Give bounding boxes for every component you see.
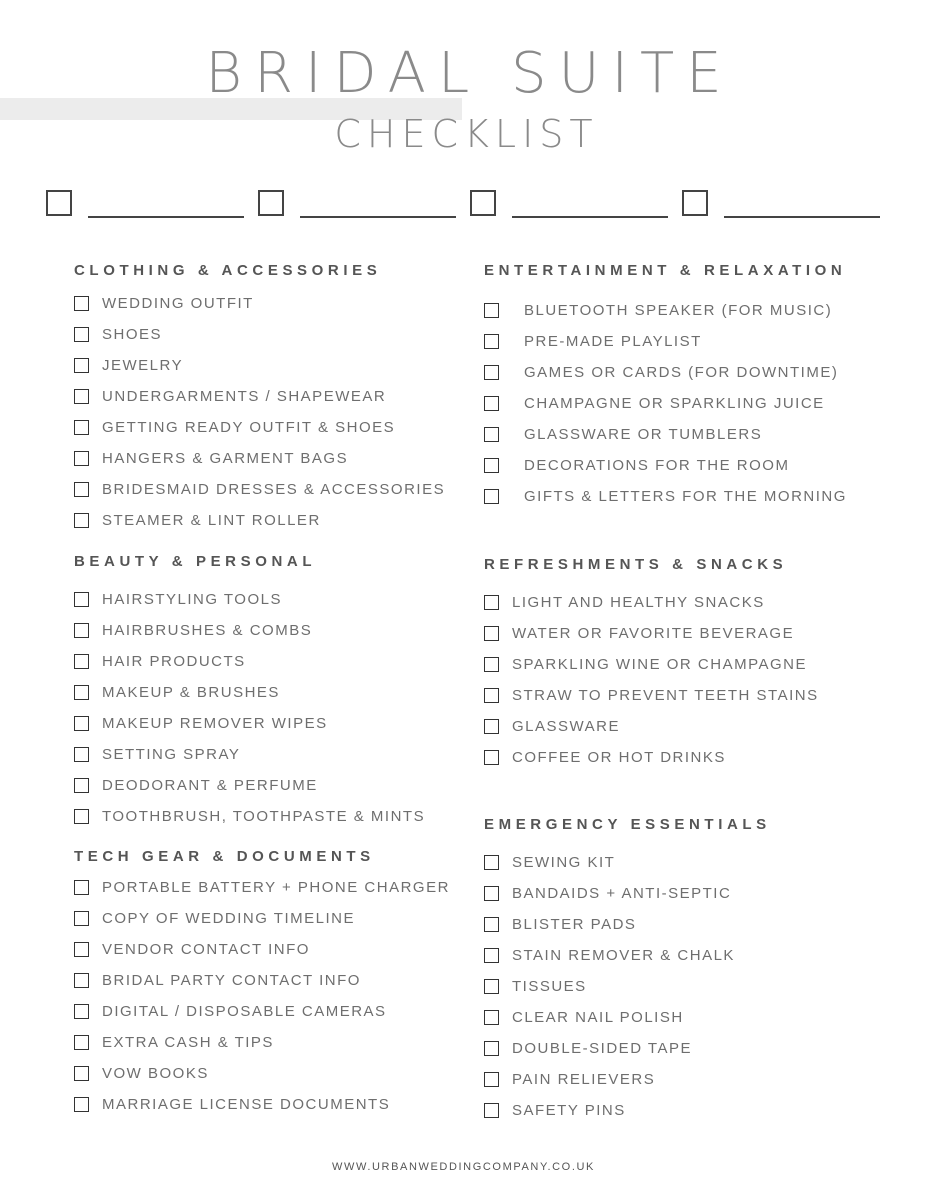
checklist-item[interactable] (74, 388, 387, 420)
checkbox[interactable] (484, 489, 499, 504)
checklist-item[interactable] (484, 750, 787, 781)
name-line[interactable] (724, 216, 880, 218)
checklist (74, 879, 450, 1128)
name-checkbox[interactable] (46, 190, 72, 216)
page-subtitle: CHECKLIST (334, 112, 599, 156)
item-label: GLASSWARE OR TUMBLERS (524, 426, 763, 443)
checkbox[interactable] (74, 778, 89, 793)
section-tech (74, 848, 450, 1128)
checkbox[interactable] (484, 917, 499, 932)
checklist-item[interactable] (74, 358, 381, 389)
checklist-item[interactable] (484, 458, 846, 489)
item-label: JEWELRY (102, 357, 184, 374)
checkbox[interactable] (484, 427, 499, 442)
checkbox[interactable] (484, 334, 499, 349)
checklist (484, 303, 846, 520)
checkbox[interactable] (484, 719, 499, 734)
name-line[interactable] (88, 216, 244, 218)
item-label: DECORATIONS FOR THE ROOM (524, 457, 790, 474)
checklist-item[interactable] (484, 1103, 771, 1134)
item-label: MAKEUP & BRUSHES (102, 684, 280, 701)
checkbox[interactable] (74, 809, 89, 824)
section-heading: TECH GEAR & DOCUMENTS (74, 848, 375, 865)
item-label: MARRIAGE LICENSE DOCUMENTS (102, 1096, 391, 1113)
checkbox[interactable] (484, 886, 499, 901)
section-entertainment (484, 262, 846, 520)
checklist-item[interactable] (74, 715, 328, 747)
section-heading: CLOTHING & ACCESSORIES (74, 262, 382, 279)
item-label: STRAW TO PREVENT TEETH STAINS (512, 687, 819, 704)
item-label: VENDOR CONTACT INFO (102, 941, 310, 958)
checkbox[interactable] (484, 303, 499, 318)
checkbox[interactable] (74, 747, 89, 762)
checkbox[interactable] (74, 716, 89, 731)
checklist-item[interactable] (484, 595, 787, 626)
checkbox[interactable] (74, 911, 89, 926)
item-label: VOW BOOKS (102, 1065, 209, 1082)
item-label: HAIRBRUSHES & COMBS (102, 622, 313, 639)
checklist-item[interactable] (484, 979, 771, 1010)
checkbox[interactable] (484, 1010, 499, 1025)
item-label: UNDERGARMENTS / SHAPEWEAR (102, 388, 387, 405)
checklist-item[interactable] (74, 808, 426, 840)
item-label: STAIN REMOVER & CHALK (512, 947, 735, 964)
checklist-item[interactable] (74, 879, 450, 911)
item-label: GLASSWARE (512, 718, 620, 735)
checkbox[interactable] (484, 458, 499, 473)
checklist-item[interactable] (74, 778, 316, 809)
checkbox[interactable] (74, 420, 89, 435)
item-label: GETTING READY OUTFIT & SHOES (102, 419, 396, 436)
checklist-item[interactable] (74, 654, 316, 685)
item-label: SEWING KIT (512, 854, 616, 871)
item-label: CLEAR NAIL POLISH (512, 1009, 684, 1026)
name-checkbox[interactable] (470, 190, 496, 216)
checklist-item[interactable] (74, 1096, 391, 1128)
item-label: GAMES OR CARDS (FOR DOWNTIME) (524, 364, 839, 381)
checkbox[interactable] (74, 482, 89, 497)
item-label: TISSUES (512, 978, 587, 995)
checkbox[interactable] (74, 327, 89, 342)
item-label: PRE-MADE PLAYLIST (524, 333, 702, 350)
checkbox[interactable] (484, 1041, 499, 1056)
item-label: DOUBLE-SIDED TAPE (512, 1040, 692, 1057)
item-label: STEAMER & LINT ROLLER (102, 512, 321, 529)
checkbox[interactable] (484, 595, 499, 610)
checklist-item[interactable] (484, 1072, 771, 1103)
checklist-item[interactable] (74, 513, 381, 544)
checklist-item[interactable] (484, 656, 807, 688)
checkbox[interactable] (74, 296, 89, 311)
checkbox[interactable] (74, 880, 89, 895)
checklist-item[interactable] (484, 719, 787, 750)
item-label: BRIDESMAID DRESSES & ACCESSORIES (102, 481, 446, 498)
item-label: EXTRA CASH & TIPS (102, 1034, 274, 1051)
item-label: PAIN RELIEVERS (512, 1071, 656, 1088)
section-heading: EMERGENCY ESSENTIALS (484, 816, 771, 833)
section-refreshments (484, 556, 819, 781)
checklist-item[interactable] (484, 396, 846, 427)
checklist-item[interactable] (74, 747, 316, 778)
checklist-item[interactable] (74, 973, 375, 1004)
checkbox[interactable] (484, 855, 499, 870)
checklist-item[interactable] (74, 296, 381, 327)
checkbox[interactable] (484, 979, 499, 994)
checklist-item[interactable] (484, 625, 795, 657)
checklist-item[interactable] (484, 303, 846, 334)
checklist-item[interactable] (74, 327, 381, 358)
checklist-item[interactable] (74, 685, 316, 716)
checklist-item[interactable] (74, 451, 381, 482)
item-label: WEDDING OUTFIT (102, 295, 254, 312)
item-label: TOOTHBRUSH, TOOTHPASTE & MINTS (102, 808, 426, 825)
checklist (74, 295, 446, 544)
checkbox[interactable] (484, 1103, 499, 1118)
checkbox[interactable] (74, 942, 89, 957)
checklist-item[interactable] (484, 948, 771, 979)
item-label: BRIDAL PARTY CONTACT INFO (102, 972, 361, 989)
item-label: HAIR PRODUCTS (102, 653, 246, 670)
checklist-item[interactable] (484, 427, 846, 458)
checklist-item[interactable] (484, 1041, 771, 1072)
page-title: BRIDAL SUITE (205, 41, 734, 106)
checklist-item[interactable] (484, 886, 771, 917)
checklist (484, 855, 771, 1134)
item-label: COFFEE OR HOT DRINKS (512, 749, 726, 766)
item-label: HAIRSTYLING TOOLS (102, 591, 282, 608)
footer-website: WWW.URBANWEDDINGCOMPANY.CO.UK (332, 1161, 595, 1173)
checklist-item[interactable] (74, 942, 375, 973)
checkbox[interactable] (74, 358, 89, 373)
name-line[interactable] (300, 216, 456, 218)
item-label: MAKEUP REMOVER WIPES (102, 715, 328, 732)
checklist-item[interactable] (74, 592, 316, 623)
item-label: LIGHT AND HEALTHY SNACKS (512, 594, 765, 611)
section-heading: ENTERTAINMENT & RELAXATION (484, 262, 847, 279)
checkbox[interactable] (484, 626, 499, 641)
checklist (484, 594, 819, 781)
checklist-item[interactable] (74, 1035, 375, 1066)
item-label: DEODORANT & PERFUME (102, 777, 318, 794)
checkbox[interactable] (74, 451, 89, 466)
item-label: BLISTER PADS (512, 916, 637, 933)
checklist-item[interactable] (484, 334, 846, 365)
item-label: SPARKLING WINE OR CHAMPAGNE (512, 656, 807, 673)
item-label: WATER OR FAVORITE BEVERAGE (512, 625, 795, 642)
section-clothing (74, 262, 446, 544)
section-heading: BEAUTY & PERSONAL (74, 553, 317, 570)
checklist-item[interactable] (74, 1066, 375, 1097)
checkbox[interactable] (484, 657, 499, 672)
checklist-item[interactable] (74, 1003, 387, 1035)
item-label: BLUETOOTH SPEAKER (FOR MUSIC) (524, 302, 833, 319)
item-label: COPY OF WEDDING TIMELINE (102, 910, 355, 927)
checklist-item[interactable] (484, 855, 771, 886)
checklist-item[interactable] (74, 623, 316, 654)
section-heading: REFRESHMENTS & SNACKS (484, 556, 788, 573)
checkbox[interactable] (484, 396, 499, 411)
checkbox[interactable] (74, 685, 89, 700)
name-line[interactable] (512, 216, 668, 218)
checkbox[interactable] (74, 973, 89, 988)
checkbox[interactable] (484, 948, 499, 963)
checklist-item[interactable] (484, 365, 846, 396)
checklist-item[interactable] (484, 687, 819, 719)
item-label: SAFETY PINS (512, 1102, 626, 1119)
checklist-item[interactable] (74, 419, 396, 451)
name-checkbox[interactable] (682, 190, 708, 216)
checkbox[interactable] (74, 592, 89, 607)
checklist (74, 591, 426, 840)
item-label: DIGITAL / DISPOSABLE CAMERAS (102, 1003, 387, 1020)
checkbox[interactable] (484, 1072, 499, 1087)
checkbox[interactable] (74, 1035, 89, 1050)
item-label: BANDAIDS + ANTI-SEPTIC (512, 885, 732, 902)
checkbox[interactable] (484, 365, 499, 380)
checkbox[interactable] (74, 513, 89, 528)
checkbox[interactable] (74, 389, 89, 404)
item-label: GIFTS & LETTERS FOR THE MORNING (524, 488, 847, 505)
checkbox[interactable] (484, 750, 499, 765)
checklist-item[interactable] (484, 917, 771, 948)
checklist-item[interactable] (74, 911, 375, 942)
checkbox[interactable] (74, 1066, 89, 1081)
checkbox[interactable] (484, 688, 499, 703)
item-label: HANGERS & GARMENT BAGS (102, 450, 349, 467)
checkbox[interactable] (74, 623, 89, 638)
checkbox[interactable] (74, 1097, 89, 1112)
name-checkbox[interactable] (258, 190, 284, 216)
item-label: SHOES (102, 326, 163, 343)
checklist-item[interactable] (484, 1010, 771, 1041)
item-label: PORTABLE BATTERY + PHONE CHARGER (102, 879, 450, 896)
section-emergency (484, 816, 771, 1134)
item-label: CHAMPAGNE OR SPARKLING JUICE (524, 395, 825, 412)
checklist-item[interactable] (74, 481, 446, 513)
item-label: SETTING SPRAY (102, 746, 241, 763)
checklist-item[interactable] (484, 489, 846, 520)
checkbox[interactable] (74, 1004, 89, 1019)
checkbox[interactable] (74, 654, 89, 669)
section-beauty (74, 553, 426, 840)
